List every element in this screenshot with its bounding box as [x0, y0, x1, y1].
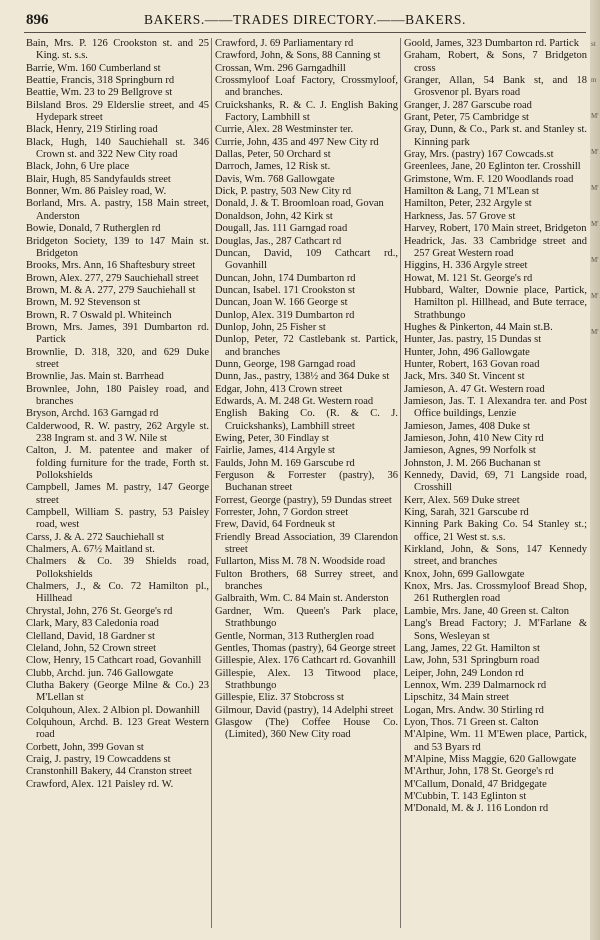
directory-entry: Kinning Park Baking Co. 54 Stanley st.; office, 21 West st. s.s.	[404, 519, 587, 543]
directory-entry: Campbell, James M. pastry, 147 George street	[26, 482, 209, 506]
directory-entry: Gillespie, Alex. 13 Titwood place, Strathbungo	[215, 667, 398, 691]
directory-entry: Beattie, Wm. 23 to 29 Bellgrove st	[26, 87, 173, 99]
directory-entry: Black, Hugh, 140 Sauchiehall st. 346 Crown st. and 322 New City road	[26, 136, 209, 161]
directory-entry: Jamieson, John, 410 New City rd	[404, 433, 544, 444]
directory-entry: Leiper, John, 249 London rd	[404, 667, 524, 679]
directory-entry: Currie, John, 435 and 497 New City rd	[215, 136, 379, 148]
directory-entry: Darroch, James, 12 Risk st.	[215, 161, 331, 173]
running-title: BAKERS.——TRADES DIRECTORY.——BAKERS.	[143, 12, 467, 27]
directory-entry: Duncan, Isabel. 171 Crookston st	[215, 284, 355, 296]
directory-entry: Granger, Allan, 54 Bank st, and 18 Grosvenor pl. Byars road	[404, 75, 587, 99]
directory-entry: Gardner, Wm. Queen's Park place, Strathbungo	[215, 605, 398, 630]
directory-entry: Brown, M. & A. 277, 279 Sauchiehall st	[26, 284, 196, 296]
edge-fragment: M'	[591, 112, 599, 120]
directory-entry: Granger, J. 287 Garscube road	[404, 99, 532, 111]
edge-fragment: M'	[591, 148, 599, 156]
directory-entry: Knox, John, 699 Gallowgate	[404, 568, 525, 580]
directory-entry: M'Arthur, John, 178 St. George's rd	[404, 766, 554, 778]
directory-entry: M'Callum, Donald, 47 Bridgegate	[404, 778, 547, 790]
directory-entry: Hughes & Pinkerton, 44 Main st.B.	[404, 321, 553, 333]
directory-entry: Edwards, A. M. 248 Gt. Western road	[215, 395, 374, 407]
directory-entry: Hubbard, Walter, Downie place, Partick, Hamilton pl. Hillhead, and Bute terrace, Strathbungo	[404, 284, 587, 321]
directory-entry: Kirkland, John, & Sons, 147 Kennedy street, and branches	[404, 544, 587, 568]
directory-entry: Gillespie, Eliz. 37 Stobcross st	[215, 692, 344, 704]
directory-entry: Bain, Mrs. P. 126 Crookston st. and 25 King. st. s.s.	[26, 38, 209, 62]
edge-fragment: M'	[591, 292, 599, 300]
directory-entry: Dunlop, Alex. 319 Dumbarton rd	[215, 309, 355, 321]
directory-entry: Grant, Peter, 75 Cambridge st	[404, 112, 529, 124]
column-2	[215, 38, 398, 936]
directory-entry: Jamieson, James, 408 Duke st	[404, 420, 530, 432]
directory-entry: King, Sarah, 321 Garscube rd	[404, 507, 529, 519]
directory-entry: Dunn, George, 198 Garngad road	[215, 358, 356, 370]
directory-entry: Grimstone, Wm. F. 120 Woodlands road	[404, 173, 574, 185]
column-divider	[400, 38, 401, 928]
directory-entry: Edgar, John, 413 Crown street	[215, 383, 343, 395]
edge-fragment: st	[591, 40, 596, 48]
directory-entry: Jack, Mrs. 340 St. Vincent st	[404, 371, 525, 383]
directory-entry: Cranstonhill Bakery, 44 Cranston street	[26, 766, 192, 778]
directory-entry: Gray, Mrs. (pastry) 167 Cowcads.st	[404, 149, 554, 161]
directory-entry: Forrest, George (pastry), 59 Dundas street	[215, 494, 392, 506]
directory-entry: Gillespie, Alex. 176 Cathcart rd. Govanhill	[215, 655, 396, 667]
directory-entry: Cleland, John, 52 Crown street	[26, 642, 157, 654]
directory-entry: Graham, Robert, & Sons, 7 Bridgeton cross	[404, 50, 587, 74]
edge-fragment: M'	[591, 220, 599, 228]
directory-entry: Crawford, Alex. 121 Paisley rd. W.	[26, 778, 174, 790]
directory-entry: Lang, James, 22 Gt. Hamilton st	[404, 642, 540, 654]
running-header	[26, 12, 586, 30]
directory-entry: Brown, R. 7 Oswald pl. Whiteinch	[26, 309, 172, 321]
directory-entry: Dunlop, John, 25 Fisher st	[215, 321, 326, 333]
directory-entry: Borland, Mrs. A. pastry, 158 Main street, Anderston	[26, 198, 209, 222]
directory-entry: Hunter, Jas. pastry, 15 Dundas st	[404, 334, 542, 346]
directory-entry: M'Donald, M. & J. 116 London rd	[404, 803, 549, 815]
column-3	[404, 38, 587, 936]
directory-entry: Clubb, Archd. jun. 746 Gallowgate	[26, 667, 174, 679]
directory-entry: Brownlie, Jas. Main st. Barrhead	[26, 371, 164, 383]
directory-entry: Bryson, Archd. 163 Garngad rd	[26, 408, 159, 420]
directory-entry: Higgins, H. 336 Argyle street	[404, 260, 528, 272]
directory-entry: Hunter, John, 496 Gallowgate	[404, 346, 530, 358]
directory-entry: Brown, Mrs. James, 391 Dumbarton rd. Partick	[26, 321, 209, 346]
directory-entry: Fulton Brothers, 68 Surrey street, and branches	[215, 568, 398, 593]
directory-entry: M'Cubbin, T. 143 Eglinton st	[404, 790, 527, 802]
directory-entry: Glasgow (The) Coffee House Co. (Limited), 360 New City road	[215, 716, 398, 741]
directory-entry: Donaldson, John, 42 Kirk st	[215, 210, 333, 222]
directory-entry: Crawford, J. 69 Parliamentary rd	[215, 38, 354, 49]
directory-entry: Ewing, Peter, 30 Findlay st	[215, 433, 329, 444]
directory-entry: Friendly Bread Association, 39 Clarendon street	[215, 531, 398, 556]
directory-entry: Fairlie, James, 414 Argyle st	[215, 445, 335, 457]
directory-entry: Craig, J. pastry, 19 Cowcaddens st	[26, 753, 171, 765]
edge-fragment: M'	[591, 256, 599, 264]
directory-entry: Dougall, Jas. 111 Garngad road	[215, 223, 348, 235]
directory-entry: Dunn, Jas., pastry, 138½ and 364 Duke st	[215, 371, 390, 383]
directory-entry: Fullarton, Miss M. 78 N. Woodside road	[215, 556, 386, 568]
directory-entry: Forrester, John, 7 Gordon street	[215, 507, 349, 519]
directory-entry: Calderwood, R. W. pastry, 262 Argyle st. 238 Ingram st. and 3 W. Nile st	[26, 420, 209, 444]
directory-entry: Lipschitz, 34 Main street	[404, 692, 509, 704]
directory-entry: Clelland, David, 18 Gardner st	[26, 630, 155, 642]
directory-entry: Hamilton, Peter, 232 Argyle st	[404, 198, 532, 210]
directory-entry: Kennedy, David, 69, 71 Langside road, Crosshill	[404, 470, 587, 494]
directory-entry: M'Alpine, Miss Maggie, 620 Gallowgate	[404, 753, 577, 765]
directory-entry: Lyon, Thos. 71 Green st. Calton	[404, 716, 539, 728]
directory-entry: Jamieson, Agnes, 99 Norfolk st	[404, 445, 536, 457]
directory-entry: Goold, James, 323 Dumbarton rd. Partick	[404, 38, 579, 49]
edge-fragment: M'	[591, 328, 599, 336]
header-rule	[24, 32, 586, 33]
directory-entry: Brownlie, D. 318, 320, and 629 Duke street	[26, 346, 209, 370]
directory-entry: Chrystal, John, 276 St. George's rd	[26, 605, 173, 617]
directory-entry: Lennox, Wm. 239 Dalmarnock rd	[404, 679, 547, 691]
directory-entry: Ferguson & Forrester (pastry), 36 Buchanan street	[215, 470, 398, 494]
directory-entry: Corbett, John, 399 Govan st	[26, 741, 144, 753]
directory-entry: Clow, Henry, 15 Cathcart road, Govanhill	[26, 655, 202, 667]
directory-entry: Clark, Mary, 83 Caledonia road	[26, 618, 159, 630]
directory-entry: Donald, J. & T. Broomloan road, Govan	[215, 198, 384, 210]
directory-entry: Johnston, J. M. 266 Buchanan st	[404, 457, 541, 469]
directory-entry: Crawford, John, & Sons, 88 Canning st	[215, 50, 381, 62]
directory-entry: Lambie, Mrs. Jane, 40 Green st. Calton	[404, 605, 570, 617]
page-number: 896	[26, 12, 49, 28]
directory-entry: Chalmers & Co. 39 Shields road, Pollokshields	[26, 556, 209, 580]
directory-entry: Gilmour, David (pastry), 14 Adelphi street	[215, 704, 394, 716]
directory-entry: Barrie, Wm. 160 Cumberland st	[26, 62, 161, 74]
directory-entry: Davis, Wm. 768 Gallowgate	[215, 173, 335, 185]
directory-entry: Law, John, 531 Springburn road	[404, 655, 540, 667]
directory-entry: Crossan, Wm. 296 Garngadhill	[215, 62, 346, 74]
directory-entry: Gray, Dunn, & Co., Park st. and Stanley st. Kinning park	[404, 124, 587, 148]
directory-entry: Kerr, Alex. 569 Duke street	[404, 494, 520, 506]
directory-entry: Beattie, Francis, 318 Springburn rd	[26, 75, 175, 87]
directory-entry: Jamieson, Jas. T. 1 Alexandra ter. and Post Office buildings, Lenzie	[404, 395, 587, 420]
directory-entry: Crossmyloof Loaf Factory, Crossmyloof, and branches.	[215, 75, 398, 99]
directory-entry: Greenlees, Jane, 20 Eglinton ter. Crosshill	[404, 161, 581, 173]
directory-entry: Brooks, Mrs. Ann, 16 Shaftesbury street	[26, 260, 196, 272]
directory-entry: Bonner, Wm. 86 Paisley road, W.	[26, 186, 167, 198]
column-1	[26, 38, 209, 936]
directory-entry: Douglas, Jas., 287 Cathcart rd	[215, 235, 342, 247]
directory-entry: Hunter, Robert, 163 Govan road	[404, 358, 540, 370]
directory-entry: Brownlee, John, 180 Paisley road, and branches	[26, 383, 209, 407]
directory-entry: Campbell, William S. pastry, 53 Paisley road, west	[26, 507, 209, 531]
directory-entry: Currie, Alex. 28 Westminster ter.	[215, 124, 354, 136]
directory-entry: Harvey, Robert, 170 Main street, Bridgeton	[404, 223, 587, 235]
directory-entry: Blair, Hugh, 85 Sandyfaulds street	[26, 173, 171, 185]
directory-entry: Howat, M. 121 St. George's rd	[404, 272, 533, 284]
directory-entry: Brown, M. 92 Stevenson st	[26, 297, 141, 309]
directory-entry: Bowie, Donald, 7 Rutherglen rd	[26, 223, 161, 235]
directory-entry: Headrick, Jas. 33 Cambridge street and 257 Great Western road	[404, 235, 587, 259]
directory-entry: Lang's Bread Factory; J. M'Farlane & Sons, Wesleyan st	[404, 618, 587, 642]
directory-entry: English Baking Co. (R. & C. J. Cruickshanks), Lambhill street	[215, 408, 398, 432]
directory-entry: Logan, Mrs. Andw. 30 Stirling rd	[404, 704, 544, 716]
directory-entry: Frew, David, 64 Fordneuk st	[215, 519, 336, 531]
directory-entry: Dick, P. pastry, 503 New City rd	[215, 186, 352, 198]
directory-entry: Chalmers, A. 67½ Maitland st.	[26, 544, 155, 556]
directory-entry: Galbraith, Wm. C. 84 Main st. Anderston	[215, 593, 389, 605]
directory-entry: Jamieson, A. 47 Gt. Western road	[404, 383, 545, 395]
directory-entry: Brown, Alex. 277, 279 Sauchiehall street	[26, 272, 199, 284]
directory-entry: Bilsland Bros. 29 Elderslie street, and 45 Hydepark street	[26, 99, 209, 124]
directory-entry: Knox, Mrs. Jas. Crossmyloof Bread Shop, 261 Rutherglen road	[404, 581, 587, 605]
directory-entry: Hamilton & Lang, 71 M'Lean st	[404, 186, 539, 198]
directory-entry: Black, Henry, 219 Stirling road	[26, 124, 158, 136]
directory-entry: Calton, J. M. patentee and maker of folding furniture for the trade, Forth st. Pollokshields	[26, 445, 209, 482]
facing-page-edge	[590, 0, 600, 940]
directory-entry: Chalmers, J., & Co. 72 Hamilton pl., Hillhead	[26, 581, 209, 605]
directory-entry: Colquhoun, Archd. B. 123 Great Western road	[26, 716, 209, 741]
directory-entry: Cruickshanks, R. & C. J. English Baking Factory, Lambhill st	[215, 99, 398, 124]
column-divider	[211, 38, 212, 928]
directory-entry: Duncan, Joan W. 166 George st	[215, 297, 348, 309]
directory-entry: Black, John, 6 Ure place	[26, 161, 130, 173]
edge-fragment: m	[591, 76, 597, 84]
directory-entry: Faulds, John M. 169 Garscube rd	[215, 457, 355, 469]
directory-entry: M'Alpine, Wm. 11 M'Ewen place, Partick, and 53 Byars rd	[404, 729, 587, 753]
directory-entry: Dallas, Peter, 50 Orchard st	[215, 149, 331, 161]
edge-fragment: M'	[591, 184, 599, 192]
directory-entry: Duncan, John, 174 Dumbarton rd	[215, 272, 356, 284]
directory-entry: Clutha Bakery (George Milne & Co.) 23 M'Lellan st	[26, 679, 209, 704]
directory-entry: Colquhoun, Alex. 2 Albion pl. Dowanhill	[26, 704, 200, 716]
directory-entry: Duncan, David, 109 Cathcart rd., Govanhill	[215, 247, 398, 272]
directory-entry: Harkness, Jas. 57 Grove st	[404, 210, 516, 222]
directory-entry: Bridgeton Society, 139 to 147 Main st. Bridgeton	[26, 235, 209, 259]
directory-entry: Dunlop, Peter, 72 Castlebank st. Partick, and branches	[215, 334, 398, 358]
directory-entry: Gentle, Norman, 313 Rutherglen road	[215, 630, 375, 642]
directory-entry: Gentles, Thomas (pastry), 64 George street	[215, 642, 396, 654]
directory-entry: Carss, J. & A. 272 Sauchiehall st	[26, 531, 164, 543]
